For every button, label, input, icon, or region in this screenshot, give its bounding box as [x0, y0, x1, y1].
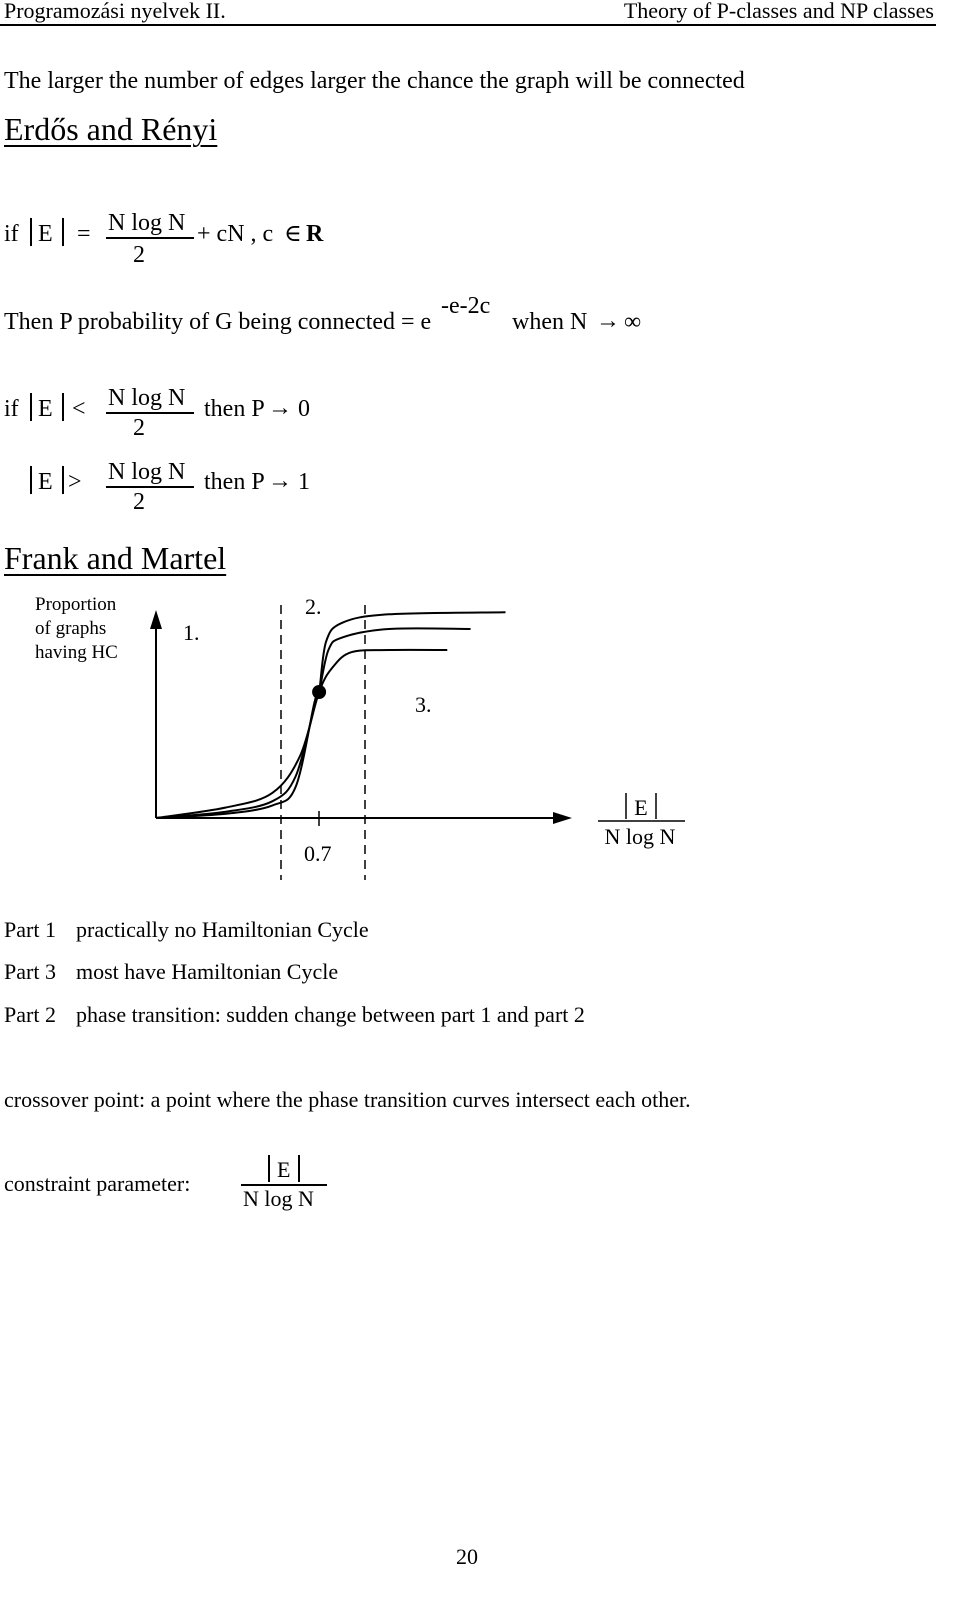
chart-curves — [156, 612, 506, 818]
cond1-E: E — [38, 396, 53, 422]
cond2-then: then P — [204, 469, 265, 495]
then-lead: Then P probability of G being connected = e — [4, 309, 432, 335]
eq1-fraction-line — [106, 237, 194, 239]
region-label-1: 1. — [183, 620, 200, 645]
eq1-if: if — [4, 221, 19, 247]
cond2-denominator: 2 — [133, 489, 145, 515]
cond1-if: if — [4, 396, 19, 422]
series-curve-2 — [156, 628, 471, 818]
region-label-3: 3. — [415, 692, 432, 717]
section-title-erdos-renyi: Erdős and Rényi — [4, 111, 218, 147]
abs-bar-right — [62, 393, 64, 421]
then-exponent: -e-2c — [441, 293, 491, 319]
arrow-icon: → — [268, 468, 292, 494]
cond2-E: E — [38, 469, 53, 495]
cond2-value: 1 — [298, 469, 310, 495]
phase-transition-chart — [0, 585, 700, 885]
abs-bar-right — [298, 1155, 300, 1182]
constraint-denominator: N log N — [243, 1186, 314, 1211]
section-title-frank-martel: Frank and Martel — [4, 540, 227, 576]
eq1-tail: + cN , c — [197, 221, 274, 247]
x-axis-arrowhead — [553, 812, 572, 824]
cond1-denominator: 2 — [133, 415, 145, 441]
part-3-label: Part 3 — [4, 959, 56, 984]
series-curve-3 — [156, 650, 447, 818]
abs-bar-right — [62, 466, 64, 494]
abs-bar-right — [62, 218, 64, 246]
cond1-relation: < — [72, 396, 86, 422]
eq1-E: E — [38, 221, 53, 247]
constraint-numerator: E — [277, 1157, 291, 1182]
eq1-relation: = — [77, 221, 91, 247]
y-label-line-1: Proportion — [35, 594, 117, 615]
part-2-label: Part 2 — [4, 1002, 56, 1027]
then-when: when N — [512, 309, 588, 335]
abs-bar-left — [30, 218, 32, 246]
arrow-icon: → — [268, 395, 292, 421]
cond1-fraction-line — [106, 412, 194, 414]
y-axis-arrowhead — [150, 610, 162, 629]
cond1-value: 0 — [298, 396, 310, 422]
eq1-numerator: N log N — [108, 210, 186, 236]
intro-text: The larger the number of edges larger the chance the graph will be connected — [4, 68, 745, 94]
x-label-denominator: N log N — [604, 824, 676, 849]
abs-bar-left — [268, 1155, 270, 1182]
part-2-text: phase transition: sudden change between part 1 and part 2 — [76, 1002, 585, 1027]
region-label-2: 2. — [305, 594, 322, 619]
eq1-denominator: 2 — [133, 242, 145, 268]
y-label-line-2: of graphs — [35, 618, 107, 639]
crossover-definition: crossover point: a point where the phase transition curves intersect each other. — [4, 1087, 691, 1112]
x-tick-label: 0.7 — [304, 841, 332, 866]
crossover-point — [312, 685, 326, 699]
cond2-fraction-line — [106, 486, 194, 488]
cond2-numerator: N log N — [108, 459, 186, 485]
real-numbers-symbol: R — [306, 221, 324, 247]
part-3-text: most have Hamiltonian Cycle — [76, 959, 339, 984]
constraint-label: constraint parameter: — [4, 1171, 191, 1196]
infinity-symbol: ∞ — [624, 309, 642, 335]
cond1-numerator: N log N — [108, 385, 186, 411]
x-label-numerator: E — [634, 795, 648, 820]
abs-bar-left — [30, 393, 32, 421]
cond2-relation: > — [68, 469, 82, 495]
page-number: 20 — [456, 1544, 478, 1569]
part-1-label: Part 1 — [4, 917, 56, 942]
cond1-then: then P — [204, 396, 265, 422]
y-label-line-3: having HC — [35, 642, 118, 663]
header-left: Programozási nyelvek II. — [4, 0, 226, 23]
part-1-text: practically no Hamiltonian Cycle — [76, 917, 369, 942]
element-of-symbol: ∈ — [284, 221, 302, 247]
header-right: Theory of P-classes and NP classes — [623, 0, 934, 23]
header-rule — [0, 24, 936, 26]
abs-bar-left — [30, 466, 32, 494]
arrow-icon: → — [596, 308, 620, 334]
